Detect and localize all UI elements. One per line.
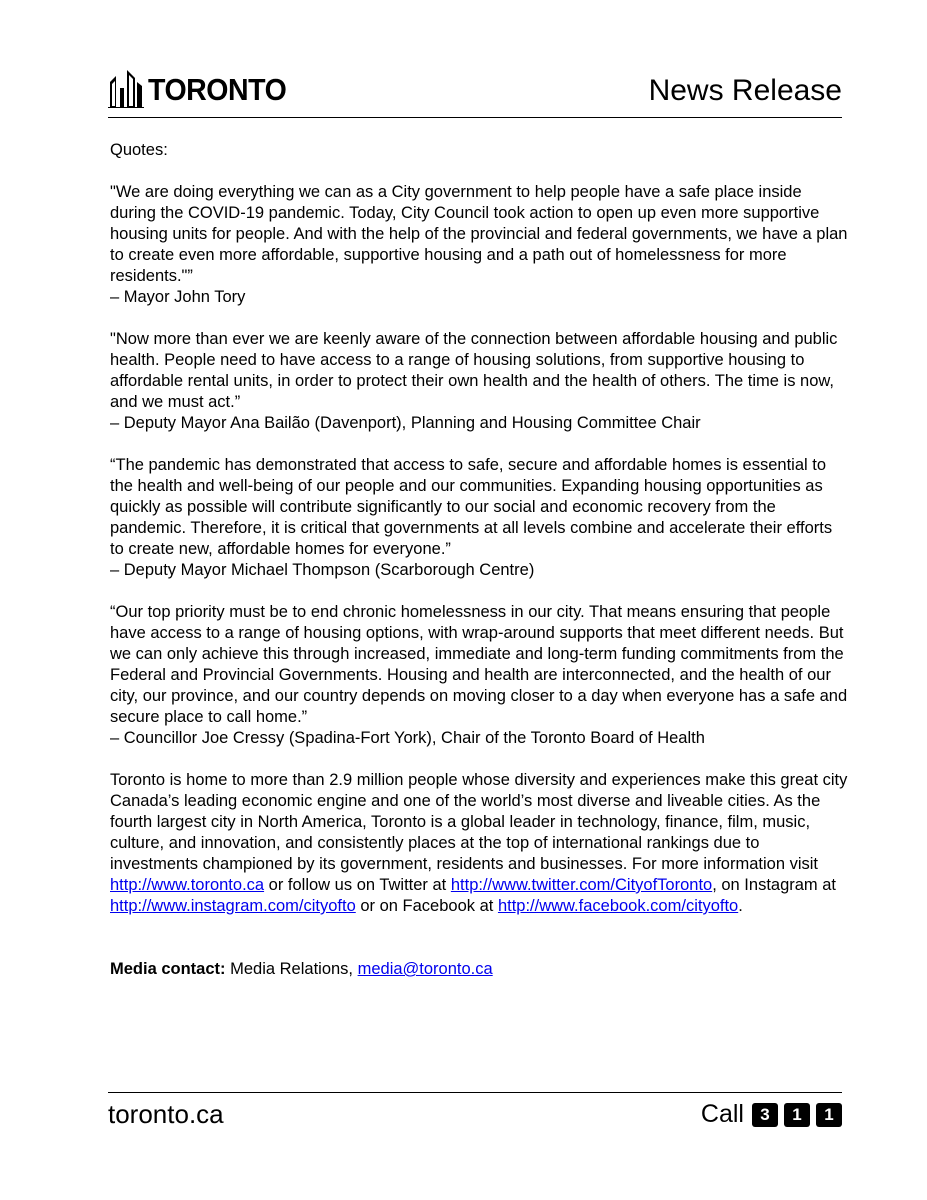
section-label: Quotes: (110, 141, 168, 159)
twitter-link[interactable]: http://www.twitter.com/CityofToronto (450, 876, 713, 894)
about-text: or follow us on Twitter at (264, 876, 451, 894)
call-label: Call (700, 1100, 744, 1128)
quote-attribution: – Councillor Joe Cressy (Spadina-Fort York), Chair of the Toronto Board of Health (110, 729, 705, 747)
about-text: . (738, 897, 743, 915)
about-text: or on Facebook at (355, 897, 498, 915)
call-digit: 1 (784, 1103, 810, 1127)
about-text: Toronto is home to more than 2.9 million people whose diversity and experiences make this great city Canada’s leading economic engine and one of the world’s most diverse and liveable cities. As the fourth largest city in North America, Toronto is a global leader in technology, finance, film, music, culture, and innovation, and consistently places at the top of international rankings due to investments championed by its government, residents and businesses. For more information visit (110, 771, 848, 873)
document-body (110, 140, 850, 1001)
call-311-badge (701, 1102, 842, 1127)
quote-attribution: – Deputy Mayor Michael Thompson (Scarborough Centre) (110, 561, 535, 579)
toronto-logo (108, 62, 298, 108)
facebook-link[interactable]: http://www.facebook.com/cityofto (497, 897, 739, 915)
footer-divider (108, 1092, 842, 1093)
call-digit: 1 (816, 1103, 842, 1127)
footer-website: toronto.ca (108, 1099, 224, 1129)
page-header (108, 62, 842, 114)
quote-block (110, 329, 850, 434)
city-hall-icon (108, 68, 144, 108)
quote-block (110, 602, 850, 749)
logo-text: TORONTO (148, 72, 287, 107)
about-paragraph (110, 770, 850, 917)
header-divider (108, 117, 842, 118)
call-digit: 3 (752, 1103, 778, 1127)
instagram-link[interactable]: http://www.instagram.com/cityofto (110, 897, 356, 915)
media-contact (110, 959, 850, 980)
quote-block (110, 455, 850, 581)
quote-attribution: – Mayor John Tory (110, 288, 246, 306)
quote-text: "We are doing everything we can as a City government to help people have a safe place inside during the COVID-19 pandemic. Today, City Council took action to open up even more supportive housing units for people. And with the help of the provincial and federal governments, we have a plan to create even more affordable, supportive housing and a path out of homelessness for more residents."” (110, 183, 848, 285)
quote-block (110, 182, 850, 308)
quote-attribution: – Deputy Mayor Ana Bailão (Davenport), Planning and Housing Committee Chair (110, 414, 701, 432)
quote-text: "Now more than ever we are keenly aware of the connection between affordable housing and public health. People need to have access to a range of housing solutions, from supportive housing to affordable rental units, in order to protect their own health and the health of others. The time is now, and we must act.” (110, 330, 838, 411)
page-title: News Release (648, 74, 842, 107)
media-email-link[interactable]: media@toronto.ca (357, 960, 493, 978)
about-text: , on Instagram at (712, 876, 837, 894)
quote-text: “Our top priority must be to end chronic homelessness in our city. That means ensuring that people have access to a range of housing options, with wrap-around supports that meet different needs. But we can only achieve this through increased, immediate and long-term funding commitments from the Federal and Provincial Governments. Housing and health are interconnected, and the health of our city, our province, and our country depends on moving closer to a day when everyone has a safe and secure place to call home.” (110, 603, 848, 726)
media-contact-label: Media contact: (110, 960, 226, 978)
media-contact-text: Media Relations, (225, 960, 358, 978)
toronto-website-link[interactable]: http://www.toronto.ca (110, 876, 265, 894)
quote-text: “The pandemic has demonstrated that access to safe, secure and affordable homes is essential to the health and well-being of our people and our communities. Expanding housing opportunities as quickly as possible will contribute significantly to our social and economic recovery from the pandemic. Therefore, it is critical that governments at all levels combine and accelerate their efforts to create new, affordable homes for everyone.” (110, 456, 833, 558)
